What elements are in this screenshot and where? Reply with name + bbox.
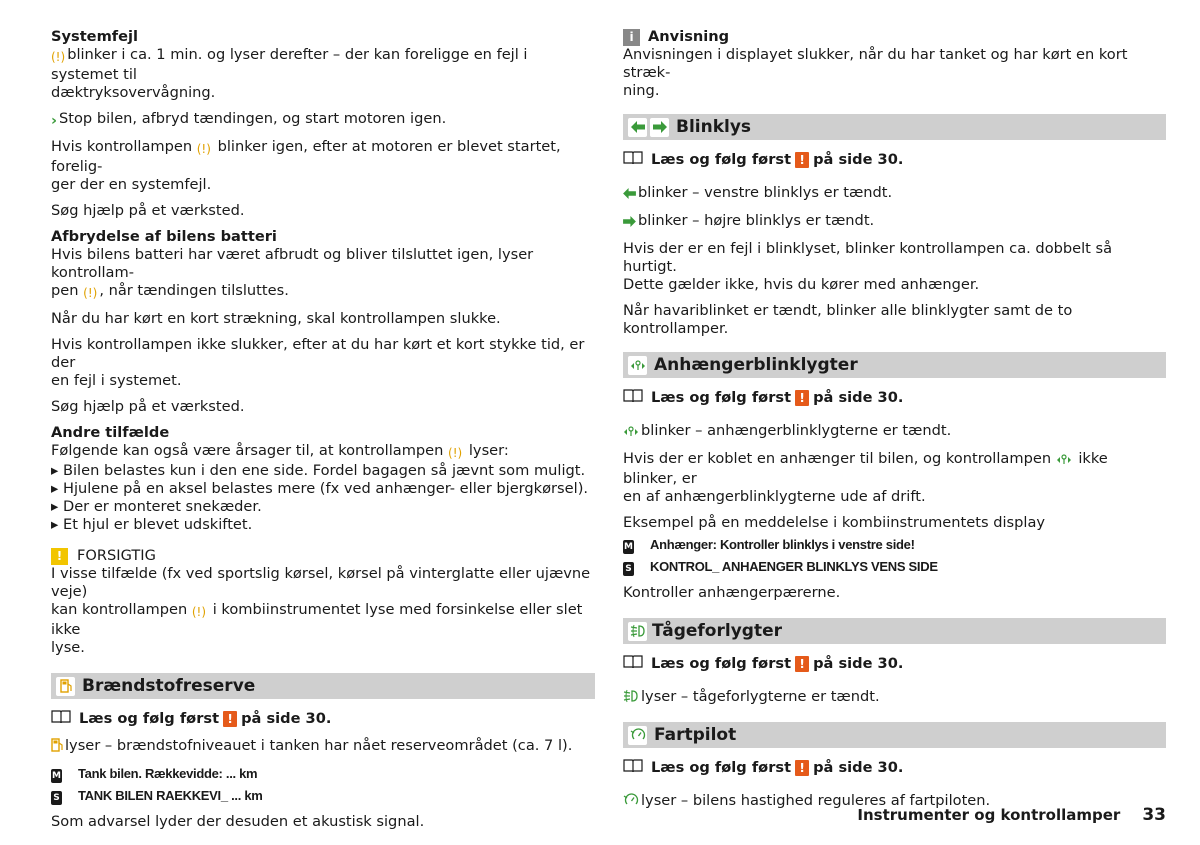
book-icon (623, 758, 643, 778)
afbrydelse-title: Afbrydelse af bilens batteri (51, 228, 277, 245)
warning-icon: ! (795, 390, 809, 406)
warning-icon: ! (223, 711, 237, 727)
section-header-anhaenger: Anhængerblinklygter (623, 352, 1166, 378)
fuel-icon (51, 738, 63, 757)
andre-intro: Følgende kan også være årsager til, at kontrollampen (!) lyser: (51, 442, 509, 460)
display-message-s: S TANK BILEN RAEKKEVI_ ... km (51, 787, 595, 805)
list-item: ▸ Bilen belastes kun i den ene side. Fordel bagagen så jævnt som muligt. (51, 462, 586, 479)
book-icon (623, 654, 643, 674)
braend-signal: Som advarsel lyder der desuden et akustisk signal. (51, 813, 425, 830)
kort-straekning: Når du har kørt en kort strækning, skal kontrollampen slukke. (51, 310, 501, 327)
m-badge: M (52, 771, 61, 781)
fart-lyser: lyser – bilens hastighed reguleres af fartpiloten. (623, 792, 1166, 812)
systemfejl-title: Systemfejl (51, 28, 139, 45)
read-first: Læs og følg først ! på side 30. (623, 758, 1166, 778)
hvis-blinker-text: Hvis kontrollampen (!) blinker igen, efter at motoren er blevet startet, forelig- ger der en systemfejl. (51, 138, 561, 193)
blinker-hoejre: blinker – højre blinklys er tændt. (623, 212, 1166, 232)
tire-pressure-icon: (!) (196, 142, 211, 156)
page-footer (857, 806, 1166, 824)
right-column (623, 28, 1166, 812)
forsigtig-header: ! FORSIGTIG (51, 547, 595, 565)
s-badge: S (51, 791, 62, 805)
section-header-taage: Tågeforlygter (623, 618, 1166, 644)
turn-signal-icon (628, 118, 672, 137)
warning-icon: ! (795, 760, 809, 776)
left-arrow-icon (628, 118, 647, 137)
display-message-m: M Anhænger: Kontroller blinklys i venstre side! (624, 537, 915, 552)
taage-lyser: lyser – tågeforlygterne er tændt. (623, 688, 1166, 708)
display-message-m: M Tank bilen. Rækkevidde: ... km (52, 766, 258, 781)
section-header-blinklys: Blinklys (623, 114, 1166, 140)
read-first: Læs og følg først ! på side 30. (623, 654, 1166, 674)
info-icon: i (623, 29, 640, 46)
trailer-signal-icon (628, 356, 650, 375)
afbrydelse-text: Hvis bilens batteri har været afbrudt og bliver tilsluttet igen, lyser kontrollam- pen (!) , når tændingen tilsluttes. (51, 246, 534, 300)
warning-icon: ! (795, 656, 809, 672)
list-item: ▸ Et hjul er blevet udskiftet. (51, 516, 253, 533)
read-first: Læs og følg først ! på side 30. (51, 709, 595, 729)
tire-pressure-icon: (!) (448, 446, 463, 460)
anh-kontroller: Kontroller anhængerpærerne. (623, 584, 841, 601)
book-icon (623, 150, 643, 170)
braend-lyser: lyser – brændstofniveauet i tanken har nået reserveområdet (ca. 7 l). (51, 737, 595, 757)
left-column (51, 28, 595, 831)
anvisning-header: i Anvisning (623, 28, 1166, 46)
right-arrow-icon (650, 118, 669, 137)
trailer-signal-icon (1056, 452, 1072, 470)
display-message-s: S KONTROL_ ANHAENGER BLINKLYS VENS SIDE (623, 558, 1166, 576)
fuel-icon (56, 677, 78, 696)
stop-step: › Stop bilen, afbryd tændingen, og start motoren igen. (51, 110, 447, 129)
trailer-signal-icon (623, 424, 639, 442)
blinker-venstre: blinker – venstre blinklys er tændt. (623, 184, 1166, 204)
read-first: Læs og følg først ! på side 30. (623, 388, 1166, 408)
forsigtig-text: I visse tilfælde (fx ved sportslig kørsel, kørsel på vinterglatte eller ujævne veje) kan kontrollampen (!) i kombiinstrumentet lyse med forsinkelse eller slet ikke lyse. (51, 565, 591, 656)
book-icon (623, 388, 643, 408)
cruise-control-icon (628, 726, 650, 745)
tire-pressure-icon: (!) (51, 50, 66, 64)
cruise-control-icon (623, 793, 639, 812)
book-icon (51, 709, 71, 729)
blinklys-fejl: Hvis der er en fejl i blinklyset, blinker kontrollampen ca. dobbelt så hurtigt. Dette gælder ikke, hvis du kører med anhænger. (623, 240, 1113, 293)
fog-light-icon (628, 622, 650, 641)
anh-blinker: blinker – anhængerblinklygterne er tændt. (623, 422, 1166, 442)
andre-title: Andre tilfælde (51, 424, 170, 441)
read-first: Læs og følg først ! på side 30. (623, 150, 1166, 170)
anh-eksempel: Eksempel på en meddelelse i kombiinstrumentets display (623, 514, 1046, 531)
tire-pressure-icon: (!) (191, 605, 207, 619)
right-arrow-icon (623, 214, 636, 232)
caution-icon: ! (51, 548, 68, 565)
tire-pressure-icon: (!) (83, 286, 98, 300)
s-badge: S (623, 562, 634, 576)
havari-text: Når havariblinket er tændt, blinker alle blinklygter samt de to kontrollamper. (623, 302, 1073, 337)
page-number: 33 (1142, 805, 1166, 825)
section-header-braendstof: Brændstofreserve (51, 673, 595, 699)
systemfejl-text: (!) blinker i ca. 1 min. og lyser derefter – der kan foreligge en fejl i systemet til dæktryksovervågning. (51, 46, 528, 101)
anh-koblet: Hvis der er koblet en anhænger til bilen, og kontrollampen ikke blinker, er en af anhængerblinklygterne ude af drift. (623, 450, 1108, 505)
anvisning-text: Anvisningen i displayet slukker, når du har tanket og har kørt en kort stræk- ning. (623, 46, 1128, 99)
footer-section-title: Instrumenter og kontrollamper (857, 806, 1121, 824)
m-badge: M (624, 542, 633, 552)
list-item: ▸ Hjulene på en aksel belastes mere (fx ved anhænger- eller bjergkørsel). (51, 480, 589, 497)
ikke-slukker-text: Hvis kontrollampen ikke slukker, efter at du har kørt et kort stykke tid, er der en fejl i systemet. (51, 336, 585, 389)
list-item: ▸ Der er monteret snekæder. (51, 498, 262, 515)
fog-light-icon (623, 689, 639, 708)
step-arrow-icon: › (51, 112, 58, 129)
soeg-hjaelp-2: Søg hjælp på et værksted. (51, 398, 245, 415)
soeg-hjaelp-1: Søg hjælp på et værksted. (51, 202, 245, 219)
section-header-fartpilot: Fartpilot (623, 722, 1166, 748)
left-arrow-icon (623, 186, 636, 204)
warning-icon: ! (795, 152, 809, 168)
